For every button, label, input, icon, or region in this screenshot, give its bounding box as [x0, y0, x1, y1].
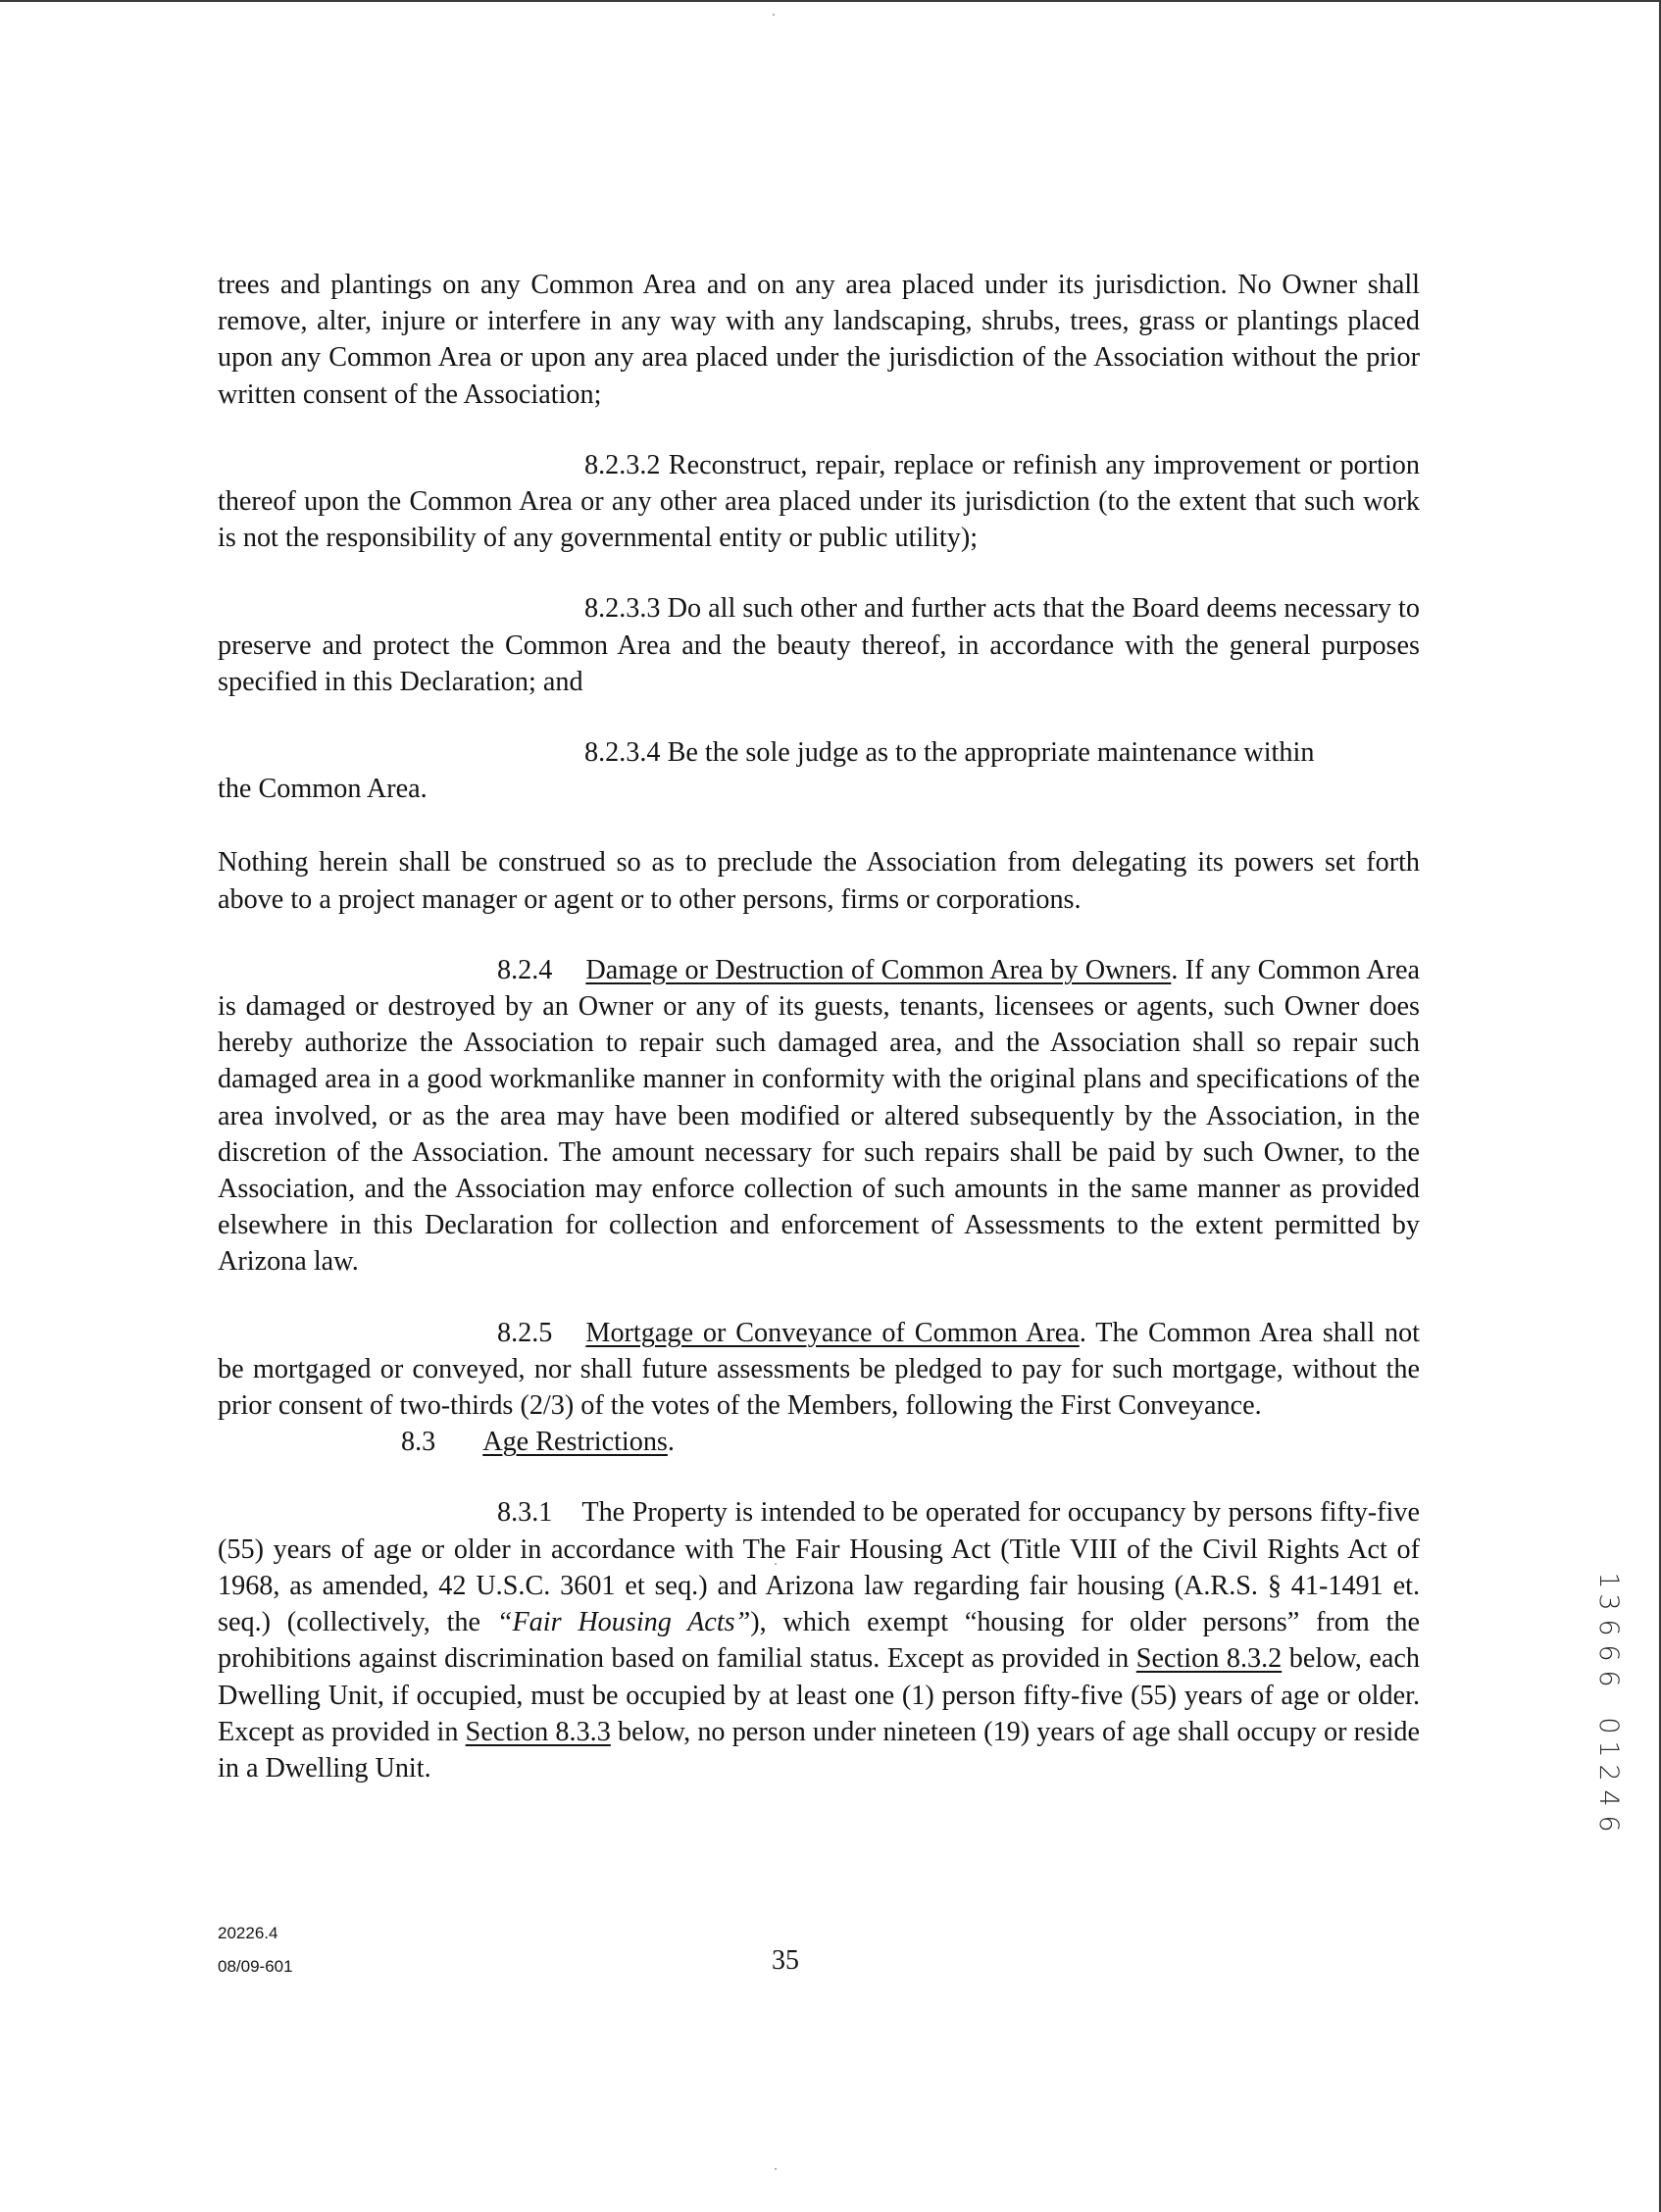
section-heading: Mortgage or Conveyance of Common Area: [585, 1317, 1080, 1348]
paragraph-8-2-3-4-line1: 8.2.3.4 Be the sole judge as to the appropriate maintenance within: [584, 737, 1315, 769]
section-heading: Age Restrictions: [482, 1427, 668, 1458]
stamp-digit: 3: [1593, 1593, 1624, 1611]
paragraph-8-2-3-2: 8.2.3.2 Reconstruct, repair, replace or refinish any improvement or portion thereof upon the Common Area or any other area placed under its jurisdiction (to the extent that such work is not the responsibility of any governmental entity or public utility);: [218, 449, 1420, 554]
stamp-digit: 6: [1593, 1815, 1624, 1833]
stamp-digit: 0: [1593, 1717, 1624, 1734]
stamp-digit: 6: [1593, 1644, 1624, 1662]
section-body: . The Common Area shall not be mortgaged or conveyed, nor shall future assessments be pledged to pay for such mortgage, without the prior consent of two-thirds (2/3) of the votes of the Members, following the First Conveyance.: [218, 1317, 1420, 1422]
stamp-digit: 6: [1593, 1619, 1624, 1636]
footer-doc-number: 20226.4: [218, 1924, 278, 1942]
section-body-part2: ), which exempt “housing for older persons” from the prohibitions against discrimination based on familial status. Except as provided in: [218, 1607, 1420, 1675]
section-reference-link[interactable]: Section 8.3.2: [1135, 1643, 1283, 1675]
footer-date-code: 08/09-601: [218, 1957, 293, 1976]
section-number: 8.3: [401, 1427, 436, 1458]
paragraph-delegation: Nothing herein shall be construed so as to preclude the Association from delegating its powers set forth above to a project manager or agent or to other persons, firms or corporations.: [218, 847, 1420, 915]
paragraph-8-2-4: [218, 952, 1420, 1281]
document-body: [218, 267, 1420, 1786]
section-reference-link[interactable]: Section 8.3.3: [465, 1716, 611, 1747]
stamp-digit: 4: [1593, 1789, 1624, 1807]
section-body-part3: below, each Dwelling Unit, if occupied, must be occupied by at least one (1) person fifty-five (55) years of age or older. Except as provided in: [218, 1643, 1421, 1747]
paragraph-8-2-5: [218, 1315, 1420, 1425]
section-number: 8.2.5: [497, 1317, 553, 1348]
paragraph-8-2-3-3: 8.2.3.3 Do all such other and further acts that the Board deems necessary to preserve and protect the Common Area and the beauty thereof, in accordance with the general purposes specified in this Declaration; and: [218, 593, 1420, 697]
paragraph-8-2-3-1-continued: trees and plantings on any Common Area and on any area placed under its jurisdiction. No Owner shall remove, alter, injure or interfere in any way with any landscaping, shrubs, trees, grass or plantings placed upon any Common Area or upon any area placed under the jurisdiction of the Association without the prior written consent of the Association;: [218, 270, 1420, 410]
section-body-part4: below, no person under nineteen (19) years of age shall occupy or reside in a Dwelling Unit.: [218, 1716, 1420, 1784]
paragraph-8-2-3-4-line2: the Common Area.: [218, 774, 428, 805]
section-body-part1: The Property is intended to be operated for occupancy by persons fifty-five (55) years of age or older in accordance with The Fair Housing Act (Title VIII of the Civil Rights Act of 1968, as amended, 42 U.S.C. 3601 et seq.) and Arizona law regarding fair housing (A.R.S. § 41-1491 et. seq.) (collectively, the: [218, 1497, 1420, 1638]
section-body: . If any Common Area is damaged or destroyed by an Owner or any of its guests, tenants, licensees or agents, such Owner does hereby authorize the Association to repair such damaged area, and the Association shall so repair such damaged area in a good workmanlike manner in conformity with the original plans and specifications of the area involved, or as the area may have been modified or altered subsequently by the Association, in the discretion of the Association. The amount necessary for such repairs shall be paid by such Owner, to the Association, and the Association may enforce collection of such amounts in the same manner as provided elsewhere in this Declaration for collection and enforcement of Assessments to the extent permitted by Arizona law.: [218, 954, 1420, 1278]
stamp-digit: 2: [1593, 1764, 1624, 1782]
section-number: 8.3.1: [497, 1497, 553, 1529]
defined-term: “Fair Housing Acts”: [496, 1607, 751, 1638]
scan-speck: [773, 14, 775, 16]
paragraph-8-3-1: [218, 1494, 1420, 1786]
paragraph-8-2-3-4: [218, 734, 1420, 807]
scan-speck: [775, 2168, 777, 2170]
scan-edge-top: [0, 0, 1661, 2]
page-number: 35: [772, 1945, 799, 1976]
heading-period: .: [667, 1427, 675, 1458]
stamp-digit: 6: [1593, 1670, 1624, 1687]
heading-8-3: [218, 1424, 1420, 1460]
section-heading: Damage or Destruction of Common Area by Owners: [585, 954, 1172, 985]
margin-recording-stamp: [1590, 1567, 1626, 1837]
stamp-digit: 1: [1593, 1740, 1624, 1758]
stamp-digit: 1: [1593, 1572, 1624, 1589]
section-number: 8.2.4: [497, 954, 553, 985]
